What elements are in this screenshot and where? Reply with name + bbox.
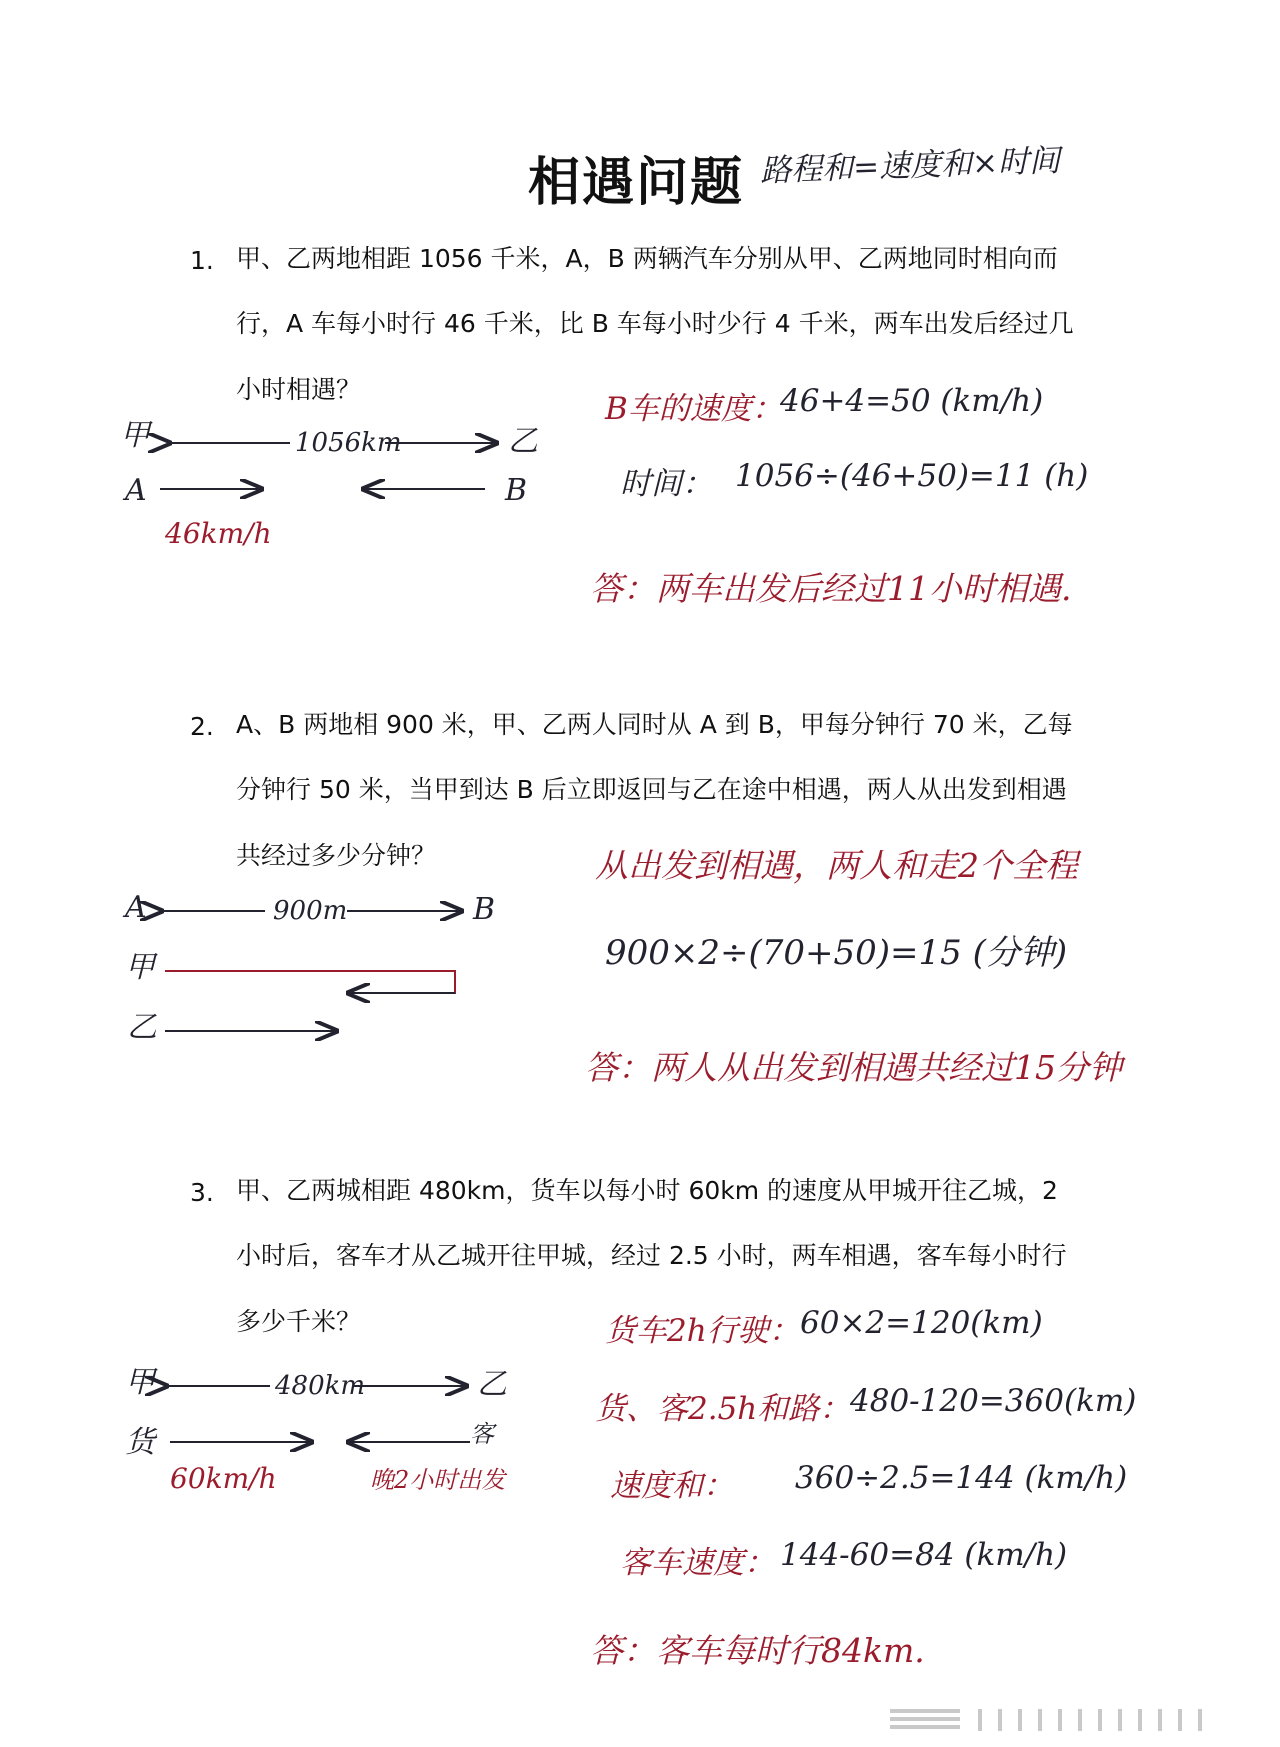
p2-diag-right: B [473,892,496,927]
p1-diag-right: 乙 [508,424,538,459]
p3-work-4-label: 客车速度： [620,1545,775,1581]
p1-answer: 答：两车出发后经过11小时相遇. [590,569,1072,608]
p3-work-2-label: 货、客2.5h和路： [595,1391,851,1427]
p3-work-3-label: 速度和： [610,1468,734,1504]
problem-3-line-1: 甲、乙两城相距 480km，货车以每小时 60km 的速度从甲城开往乙城，2 [236,1176,1058,1205]
problem-1-diagram [120,415,540,555]
p3-diag-right: 乙 [477,1367,507,1402]
p2-diag-dist: 900m [273,896,348,926]
p3-diag-dist: 480km [275,1371,366,1401]
p2-diag-b: 乙 [127,1010,157,1045]
p2-diag-a: 甲 [125,950,155,985]
p2-work-1-label: 从出发到相遇，两人和走2个全程 [595,846,1078,885]
p3-diag-left: 甲 [125,1365,155,1400]
p3-work-3-expr: 360÷2.5=144 (km/h) [795,1460,1128,1496]
p1-diag-b: B [505,473,528,508]
p1-diag-speed: 46km/h [165,517,272,550]
problem-1-line-2: 行，A 车每小时行 46 千米，比 B 车每小时少行 4 千米，两车出发后经过几 [236,309,1074,338]
p1-diag-a: A [125,473,147,508]
p2-diag-left: A [125,890,147,925]
problem-3-number: 3. [190,1178,214,1207]
problem-1-number: 1. [190,246,214,275]
p3-diag-a: 货 [125,1425,155,1460]
problem-2-line-2: 分钟行 50 米，当甲到达 B 后立即返回与乙在途中相遇，两人从出发到相遇 [236,775,1067,804]
problem-3-line-2: 小时后，客车才从乙城开往甲城，经过 2.5 小时，两车相遇，客车每小时行 [236,1241,1067,1270]
p3-work-4-expr: 144-60=84 (km/h) [780,1537,1068,1573]
problem-2-diagram [125,885,525,1055]
problem-3-diagram [125,1360,555,1530]
problem-1-line-3: 小时相遇？ [236,375,362,404]
p1-diag-dist: 1056km [295,428,402,458]
p1-work-1-expr: 46+4=50 (km/h) [780,383,1044,419]
problem-2-line-3: 共经过多少分钟？ [236,841,437,870]
p2-work-2-expr: 900×2÷(70+50)=15 (分钟) [605,933,1068,973]
formula-note: 路程和=速度和×时间 [759,142,1061,190]
p3-work-1-expr: 60×2=120(km) [800,1305,1043,1341]
p1-work-2-expr: 1056÷(46+50)=11 (h) [735,458,1089,494]
problem-2-number: 2. [190,712,214,741]
p3-work-2-expr: 480-120=360(km) [850,1383,1137,1419]
p1-work-1-label: B车的速度： [605,391,783,427]
problem-2-line-1: A、B 两地相 900 米，甲、乙两人同时从 A 到 B，甲每分钟行 70 米，乙每 [236,710,1073,739]
problem-1-line-1: 甲、乙两地相距 1056 千米，A，B 两辆汽车分别从甲、乙两地同时相向而 [236,244,1058,273]
p3-diag-note: 晚2小时出发 [370,1466,506,1494]
p1-diag-left: 甲 [120,418,150,453]
p3-work-1-label: 货车2h行驶： [605,1313,800,1349]
p3-answer: 答：客车每时行84km. [590,1631,925,1670]
p3-diag-b: 客 [470,1420,494,1448]
p2-answer: 答：两人从出发到相遇共经过15分钟 [585,1048,1122,1087]
page-title: 相遇问题 [528,153,745,213]
scroll-indicator-icon [880,1705,1240,1735]
p1-work-2-label: 时间： [620,466,713,502]
p3-diag-speed: 60km/h [170,1462,277,1495]
problem-3-line-3: 多少千米？ [236,1307,362,1336]
